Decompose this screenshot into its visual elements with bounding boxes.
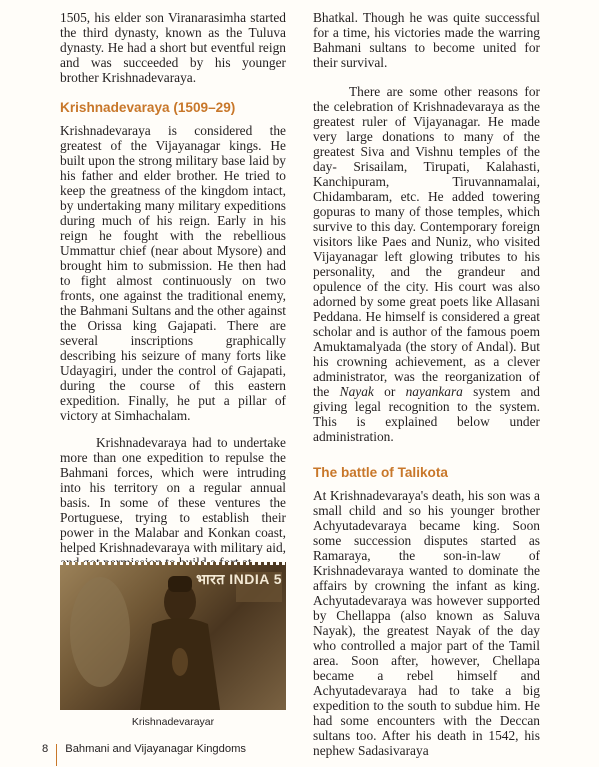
stamp-denomination-text: भारत INDIA 5 [196,571,282,587]
page-number: 8 [42,743,49,755]
page-footer [42,738,246,760]
paragraph: At Krishnadevaraya's death, his son was a small child and so his younger brother Achyutadevaraya became king. Soon some succession disputes started as Ramaraya, the son-in-law of Krishnadevaraya wanted to dominate the affairs by crowning the infant as king. Achyutadevaraya was however supported by Chellappa (also known as Saluva Nayak), the greatest Nayak of the day who controlled a major part of the Tamil area. Soon after, however, Chellapa became a rebel himself and Achyutadevaraya had to take a big expedition to the south to subdue him. He had some encounters with the Deccan sultans too. After his death in 1542, his nephew Sadasivaraya [313,488,540,758]
paragraph: Krishnadevaraya had to undertake more than one expedition to repulse the Bahmani forces, which were intruding into his territory on a regular annual basis. In some of these ventures the Portuguese, trying to establish their power in the Malabar and Konkan coast, helped Krishnadevaraya with military aid, [60,435,286,555]
chapter-title: Bahmani and Vijayanagar Kingdoms [65,743,247,755]
footer-divider [56,744,57,766]
paragraph-text: system and giving legal recognition to the system. This is explained below under administration. [313,384,540,444]
paragraph: Bhatkal. Though he was quite successful for a time, his victories made the warring Bahmani sultans to become united for their survival. [313,10,540,70]
term-nayankara: nayankara [405,384,463,399]
paragraph: Krishnadevaraya is considered the greatest of the Vijayanagar kings. He built upon the strong military base laid by his father and elder brother. He tried to keep the greatness of the kingdom intact, by undertaking many military expeditions during much of his reign. Early in his reign he fought with the rebellious Ummattur chief (near about Mysore) and brought him to submission. He then had to fight almost continuously on two fronts, one against the traditional enemy, the Bahmani Sultans and the other against the Orissa king Gajapati. There are several inscriptions graphically describing his seizure of many forts like Udayagiri, under the control of Gajapati, during the course of this eastern expedition. Finally, he put a pillar of victory at Simhachalam. [60,123,286,423]
section-heading-talikota: The battle of Talikota [313,465,448,480]
term-nayak: Nayak [339,384,374,399]
krishnadevaraya-stamp-image [60,562,286,710]
right-column [313,10,540,758]
paragraph: 1505, his elder son Viranarasimha started the third dynasty, known as the Tuluva dynasty. He had a short but eventful reign and was succeeded by his younger brother Krishnadevaraya. [60,10,286,85]
section-heading-krishnadevaraya: Krishnadevaraya (1509–29) [60,100,236,115]
paragraph-text: There are some other reasons for the celebration of Krishnadevaraya as the greatest ruler of Vijayanagar. He made very large donations to many of the greatest Siva and Vishnu temples of the day- Srisailam, Tirupati, Kalahasti, Kanchipuram, Tiruvannamalai, Chidambaram, etc. He added towering gopuras to many of those temples, which survive to this day. Contemporary foreign visitors like Paes and Nuniz, who visited Vijayanagar left glowing tributes to his personality, and the grandeur and opulence of the city. His court was also adorned by some great poets like Allasani Peddana. He himself is considered a great scholar and is author of the famous poem Amuktamalyada (the story of Andal). But his crowning achievement, as a clever administrator, was the reorganization of the [313,84,540,399]
paragraph [313,84,540,444]
left-column [60,10,286,570]
conjunction: or [373,384,406,399]
figure-caption: Krishnadevarayar [131,716,215,728]
